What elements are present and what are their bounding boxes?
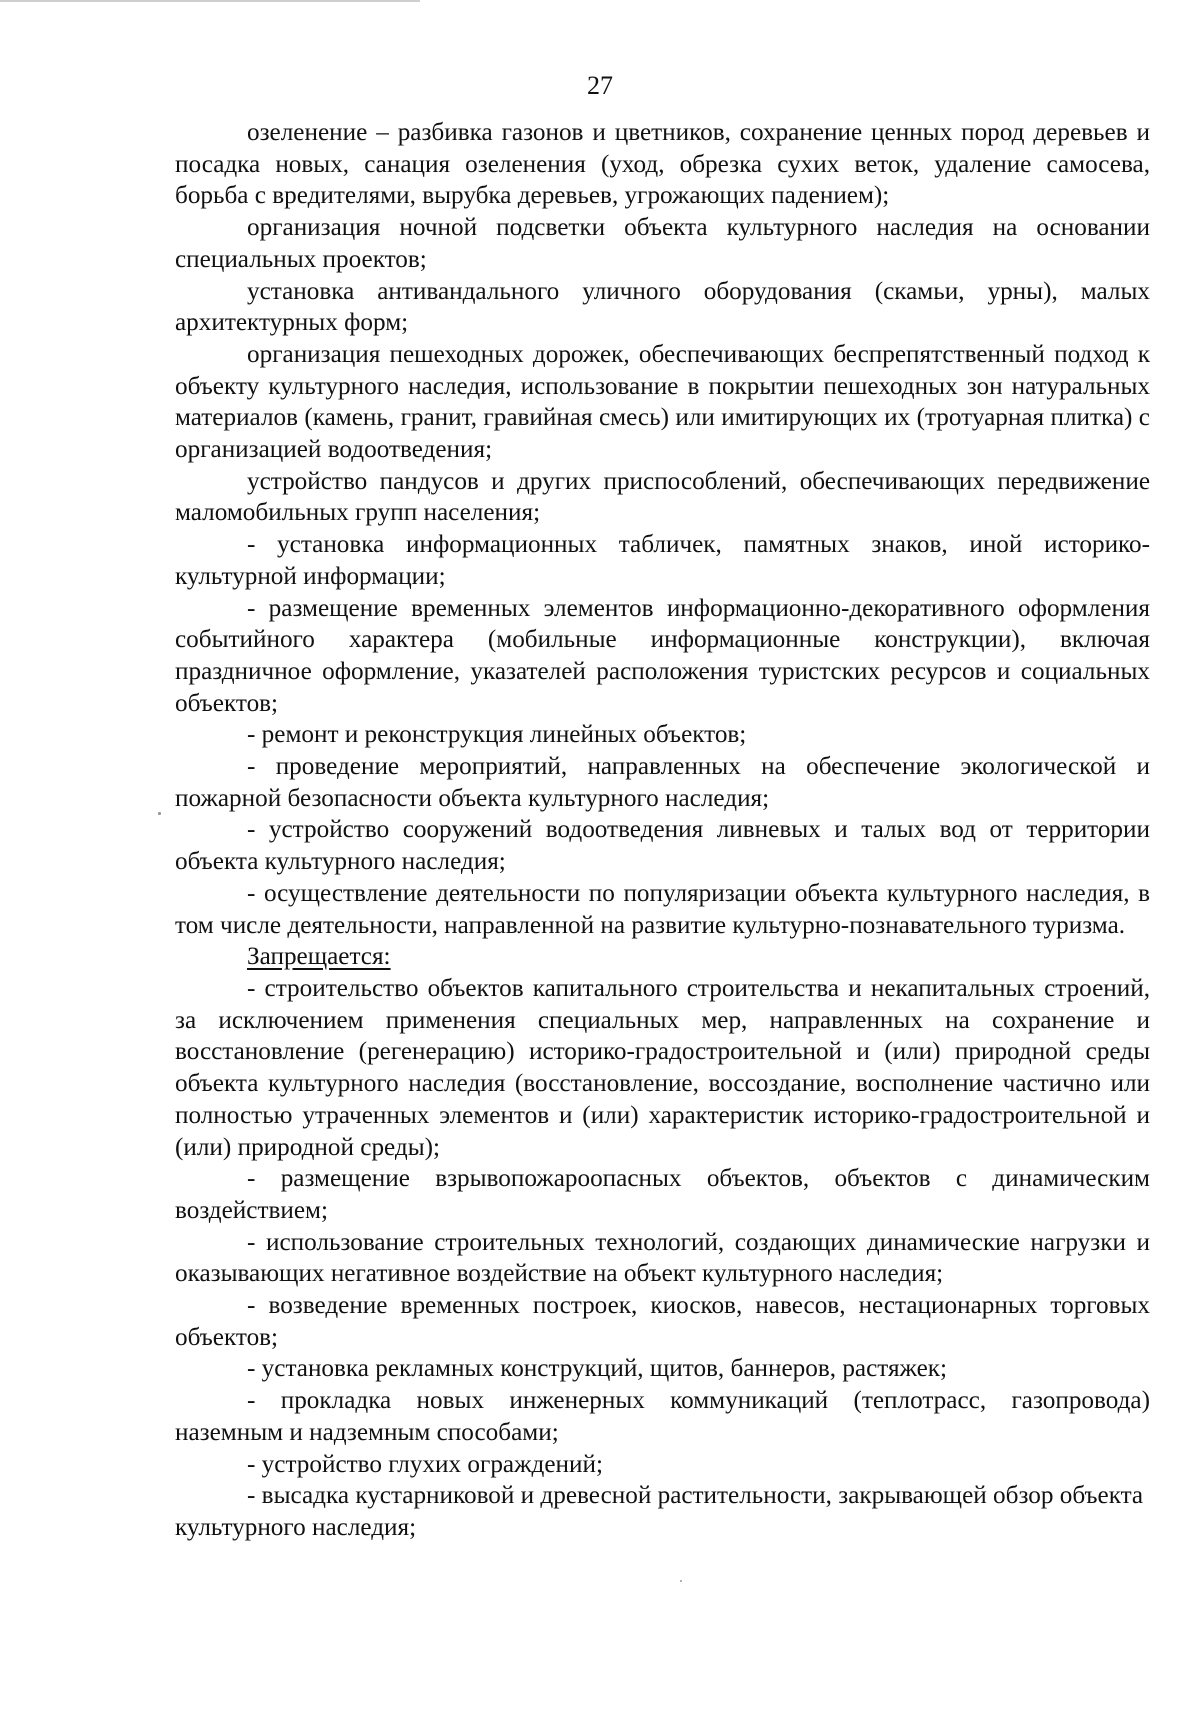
page-number: 27: [587, 71, 613, 100]
scan-top-edge: [0, 0, 420, 2]
paragraph-utilities-ban: - прокладка новых инженерных коммуникаций (теплотрасс, газопровода) наземным и надземным способами;: [175, 1387, 1150, 1446]
paragraph-street-furniture: установка антивандального уличного оборудования (скамьи, урны), малых архитектурных форм;: [175, 277, 1150, 337]
paragraph-construction-ban: - строительство объектов капитального строительства и некапитальных строений, за исключением применения специальных мер, направленных на сохранение и восстановление (регенерацию) историко-градостроительной и (или) природной среды объекта культурного наследия (восстановление, воссоздание, восполнение частично или полностью утраченных элементов и (или) характеристик историко-градостроительной и (или) природной среды);: [175, 974, 1150, 1161]
prohibited-heading: Запрещается:: [247, 943, 391, 971]
paragraph-night-lighting: организация ночной подсветки объекта культурного наследия на основании специальных проектов;: [175, 214, 1150, 273]
paragraph-linear-objects: - ремонт и реконструкция линейных объектов;: [247, 721, 747, 749]
paragraph-hazardous-objects-ban: - размещение взрывопожароопасных объектов, объектов с динамическим воздействием;: [175, 1165, 1150, 1224]
paragraph-popularization: - осуществление деятельности по популяризации объекта культурного наследия, в том числе деятельности, направленной на развитие культурно-познавательного туризма.: [175, 879, 1150, 939]
paragraph-ramps: устройство пандусов и других приспособлений, обеспечивающих передвижение маломобильных групп населения;: [175, 467, 1150, 527]
scan-speck: [158, 812, 161, 815]
document-body: [175, 117, 1150, 1544]
scan-speck: [680, 1580, 682, 1582]
paragraph-vegetation-ban: - высадка кустарниковой и древесной растительности, закрывающей обзор объекта культурного наследия;: [175, 1482, 1144, 1541]
paragraph-solid-fences-ban: - устройство глухих ограждений;: [247, 1450, 603, 1478]
paragraph-temporary-decor: - размещение временных элементов информационно-декоративного оформления событийного характера (мобильные информационные конструкции), включая праздничное оформление, указателей расположения туристских ресурсов и социальных объектов;: [175, 594, 1150, 717]
paragraph-drainage: - устройство сооружений водоотведения ливневых и талых вод от территории объекта культурного наследия;: [175, 816, 1150, 876]
paragraph-pedestrian-paths: организация пешеходных дорожек, обеспечивающих беспрепятственный подход к объекту культурного наследия, использование в покрытии пешеходных зон натуральных материалов (камень, гранит, гравийная смесь) или имитирующих их (тротуарная плитка) с организацией водоотведения;: [175, 340, 1150, 464]
paragraph-advertising-ban: - установка рекламных конструкций, щитов, баннеров, растяжек;: [247, 1355, 948, 1383]
paragraph-temporary-buildings-ban: - возведение временных построек, киосков, навесов, нестационарных торговых объектов;: [175, 1292, 1150, 1351]
paragraph-dynamic-technologies-ban: - использование строительных технологий, создающих динамические нагрузки и оказывающих негативное воздействие на объект культурного наследия;: [175, 1228, 1150, 1288]
paragraph-information-plaques: - установка информационных табличек, памятных знаков, иной историко-культурной информации;: [175, 531, 1150, 590]
paragraph-landscaping: озеленение – разбивка газонов и цветников, сохранение ценных пород деревьев и посадка новых, санация озеленения (уход, обрезка сухих веток, удаление самосева, борьба с вредителями, вырубка деревьев, угрожающих падением);: [175, 119, 1150, 210]
paragraph-safety-measures: - проведение мероприятий, направленных на обеспечение экологической и пожарной безопасности объекта культурного наследия;: [175, 753, 1150, 812]
